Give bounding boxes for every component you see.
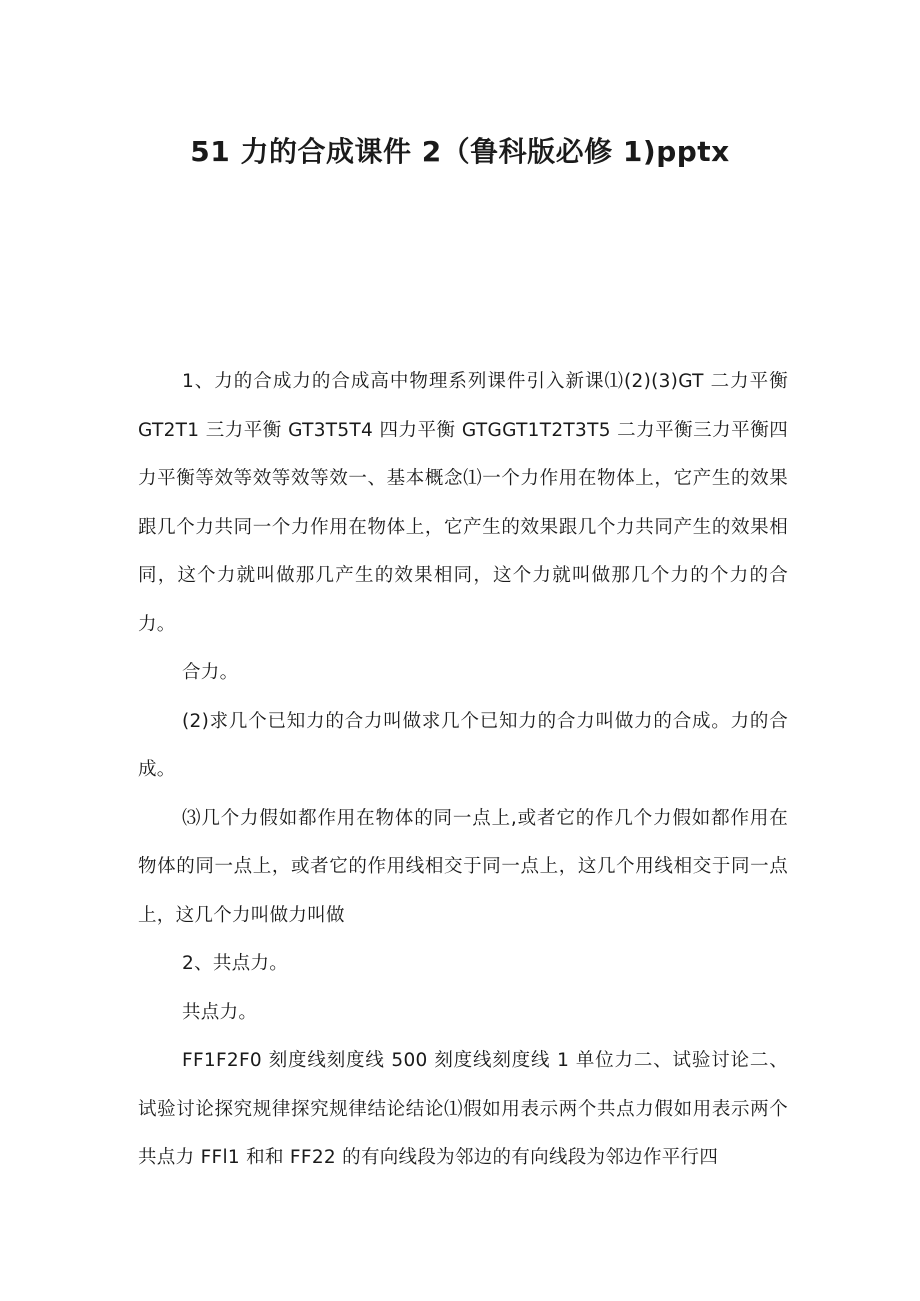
paragraph: 1、力的合成力的合成高中物理系列课件引入新课⑴(2)(3)GT 二力平衡 GT2T1 三力平衡 GT3T5T4 四力平衡 GTGGT1T2T3T5 二力平衡三力平衡四力平衡等效等效等效等效一、基本概念⑴一个力作用在物体上，它产生的效果跟几个力共同一个力作用在物体上，它产生的效果跟几个力共同产生的效果相同，这个力就叫做那几产生的效果相同，这个力就叫做那几个力的个力的合力。 bbox=[138, 371, 788, 635]
paragraph: ⑶几个力假如都作用在物体的同一点上,或者它的作几个力假如都作用在物体的同一点上，或者它的作用线相交于同一点上，这几个用线相交于同一点上，这几个力叫做力叫做 bbox=[138, 807, 788, 926]
paragraph: 共点力。 bbox=[182, 1001, 258, 1023]
paragraph: (2)求几个已知力的合力叫做求几个已知力的合力叫做力的合成。力的合成。 bbox=[138, 710, 788, 780]
paragraph: 2、共点力。 bbox=[182, 953, 289, 974]
document-body bbox=[138, 358, 788, 1183]
paragraph: 合力。 bbox=[182, 662, 239, 683]
paragraph: FF1F2F0 刻度线刻度线 500 刻度线刻度线 1 单位力二、试验讨论二、试验讨论探究规律探究规律结论结论⑴假如用表示两个共点力假如用表示两个共点力 FFl1 和和 FF22 的有向线段为邻边的有向线段为邻边作平行四 bbox=[138, 1050, 788, 1168]
document-title: 51 力的合成课件 2（鲁科版必修 1)pptx bbox=[190, 135, 730, 168]
